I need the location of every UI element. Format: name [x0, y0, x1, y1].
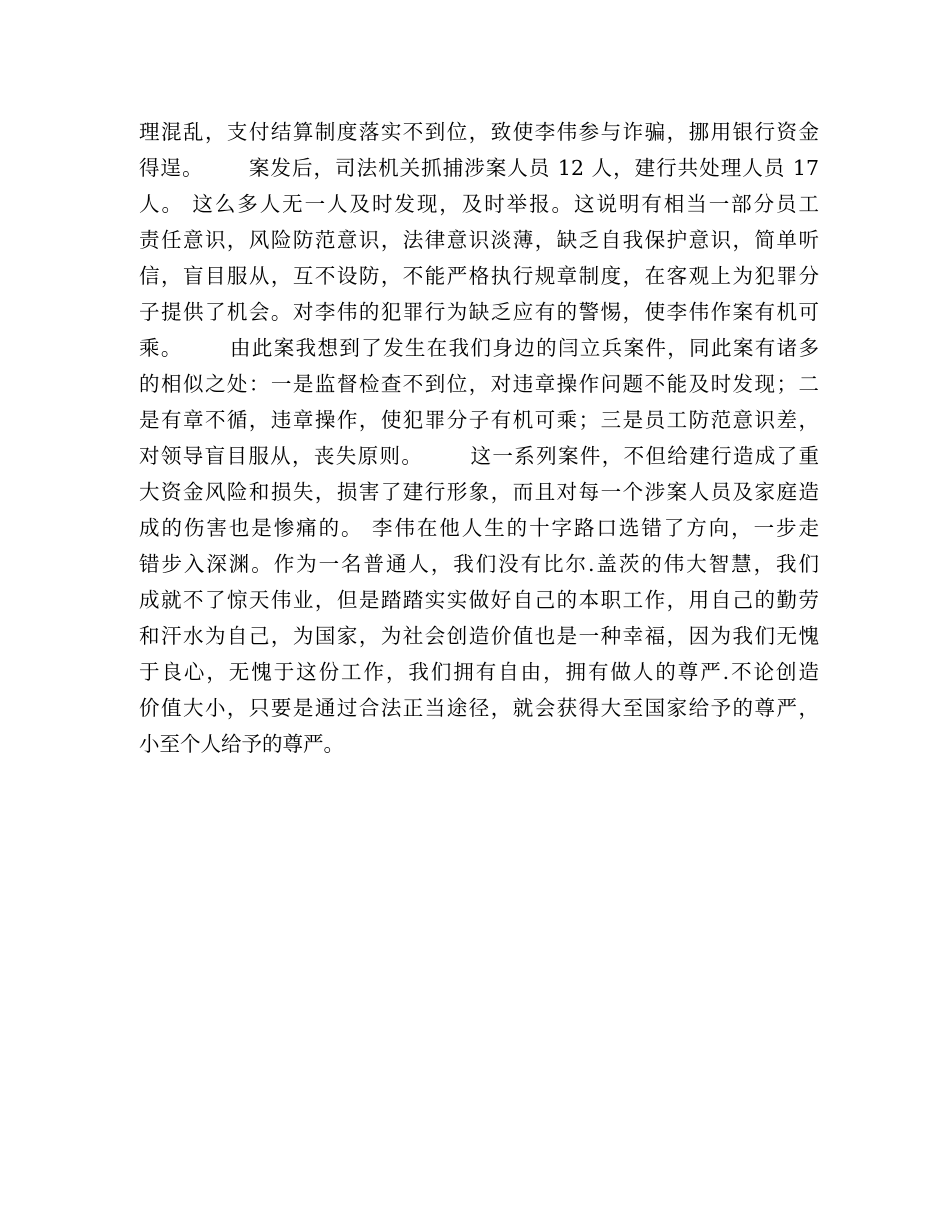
text-line: 和汗水为自己，为国家，为社会创造价值也是一种幸福，因为我们无愧	[139, 624, 819, 648]
text-line: 错步入深渊。作为一名普通人，我们没有比尔.盖茨的伟大智慧，我们	[139, 552, 819, 576]
text-line: 成的伤害也是惨痛的。 李伟在他人生的十字路口选错了方向，一步走	[139, 516, 819, 540]
text-line: 大资金风险和损失，损害了建行形象，而且对每一个涉案人员及家庭造	[139, 480, 819, 504]
text-line: 乘。 由此案我想到了发生在我们身边的闫立兵案件，同此案有诸多	[139, 336, 819, 360]
text-line: 得逞。 案发后，司法机关抓捕涉案人员 12 人，建行共处理人员 17	[139, 156, 819, 180]
text-line: 成就不了惊天伟业，但是踏踏实实做好自己的本职工作，用自己的勤劳	[139, 588, 819, 612]
text-line: 价值大小，只要是通过合法正当途径，就会获得大至国家给予的尊严，	[139, 696, 819, 720]
text-line: 的相似之处：一是监督检查不到位，对违章操作问题不能及时发现；二	[139, 372, 819, 396]
text-line: 信，盲目服从，互不设防，不能严格执行规章制度，在客观上为犯罪分	[139, 264, 819, 288]
text-line: 小至个人给予的尊严。	[139, 732, 344, 756]
text-line: 子提供了机会。对李伟的犯罪行为缺乏应有的警惕，使李伟作案有机可	[139, 300, 819, 324]
text-line: 责任意识，风险防范意识，法律意识淡薄，缺乏自我保护意识，简单听	[139, 228, 819, 252]
text-line: 人。 这么多人无一人及时发现，及时举报。这说明有相当一部分员工	[139, 192, 819, 216]
body-paragraph	[139, 114, 819, 762]
text-line: 对领导盲目服从，丧失原则。 这一系列案件，不但给建行造成了重	[139, 444, 819, 468]
text-line: 于良心，无愧于这份工作，我们拥有自由，拥有做人的尊严.不论创造	[139, 660, 819, 684]
text-line: 是有章不循，违章操作，使犯罪分子有机可乘；三是员工防范意识差，	[139, 408, 819, 432]
text-line: 理混乱，支付结算制度落实不到位，致使李伟参与诈骗，挪用银行资金	[139, 120, 819, 144]
